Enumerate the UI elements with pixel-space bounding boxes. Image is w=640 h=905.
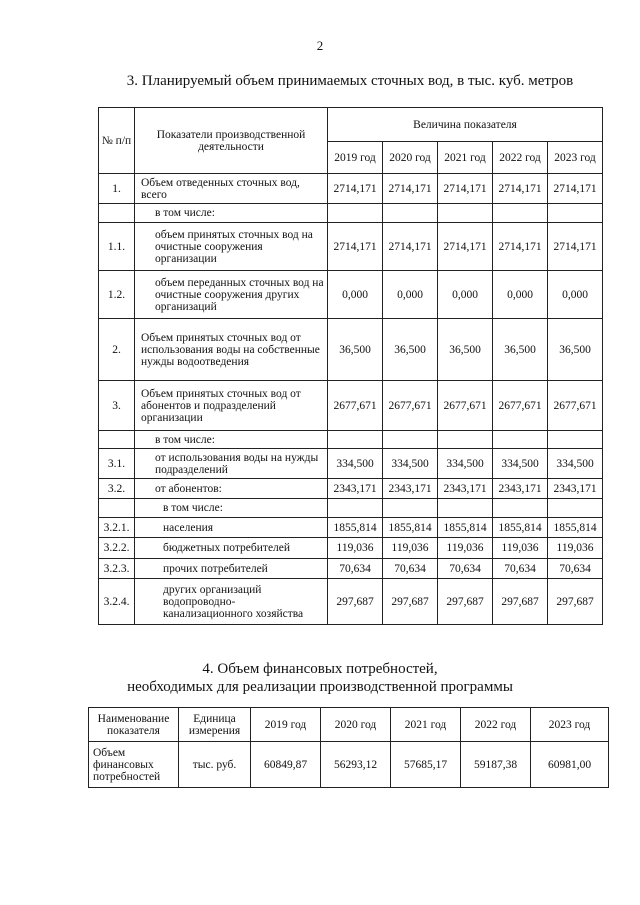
row-value: 60849,87	[251, 742, 321, 788]
row-value: 70,634	[383, 559, 438, 579]
header-year: 2022 год	[493, 142, 548, 174]
header-name: Наименование показателя	[89, 708, 179, 742]
row-number: 3.2.3.	[99, 559, 135, 579]
row-label: бюджетных потребителей	[135, 538, 328, 559]
header-year: 2021 год	[438, 142, 493, 174]
row-value	[493, 499, 548, 518]
row-number	[99, 499, 135, 518]
row-value: 57685,17	[391, 742, 461, 788]
row-value: 2714,171	[438, 223, 493, 271]
row-number	[99, 204, 135, 223]
row-value: 297,687	[548, 579, 603, 625]
row-value	[548, 431, 603, 449]
header-year: 2019 год	[251, 708, 321, 742]
row-value	[438, 499, 493, 518]
row-value: 2677,671	[328, 381, 383, 431]
table-row	[99, 559, 603, 579]
row-value	[438, 431, 493, 449]
row-value: 70,634	[328, 559, 383, 579]
row-value	[383, 204, 438, 223]
row-value: 2714,171	[383, 223, 438, 271]
row-value: 1855,814	[383, 518, 438, 538]
row-value: 0,000	[548, 271, 603, 319]
row-label: объем принятых сточных вод на очистные сооружения организации	[135, 223, 328, 271]
row-value	[548, 499, 603, 518]
row-label: Объем принятых сточных вод от использования воды на собственные нужды водоотведения	[135, 319, 328, 381]
table-row	[99, 271, 603, 319]
header-year: 2022 год	[461, 708, 531, 742]
row-number: 2.	[99, 319, 135, 381]
row-value: 119,036	[438, 538, 493, 559]
row-value: 36,500	[493, 319, 548, 381]
row-value: 297,687	[328, 579, 383, 625]
row-value: 1855,814	[438, 518, 493, 538]
table-row	[99, 223, 603, 271]
table-row	[99, 479, 603, 499]
table-row	[99, 518, 603, 538]
row-value: 0,000	[383, 271, 438, 319]
row-value: 1855,814	[328, 518, 383, 538]
row-number: 3.2.2.	[99, 538, 135, 559]
header-year: 2019 год	[328, 142, 383, 174]
row-number: 1.2.	[99, 271, 135, 319]
row-value: 297,687	[383, 579, 438, 625]
row-value: 334,500	[493, 449, 548, 479]
row-value	[548, 204, 603, 223]
row-value	[383, 499, 438, 518]
row-value: 36,500	[438, 319, 493, 381]
row-label: от использования воды на нужды подразделений	[135, 449, 328, 479]
row-value: 1855,814	[548, 518, 603, 538]
row-value: 70,634	[493, 559, 548, 579]
row-value: 2343,171	[438, 479, 493, 499]
page-number: 2	[316, 38, 324, 53]
header-year: 2023 год	[548, 142, 603, 174]
row-value: 2343,171	[493, 479, 548, 499]
row-value: 70,634	[548, 559, 603, 579]
row-value: 2677,671	[493, 381, 548, 431]
table-row	[99, 538, 603, 559]
row-value: 334,500	[383, 449, 438, 479]
row-label: объем переданных сточных вод на очистные сооружения других организаций	[135, 271, 328, 319]
row-value: 297,687	[493, 579, 548, 625]
row-number	[99, 431, 135, 449]
row-value: 0,000	[328, 271, 383, 319]
row-label: других организаций водопроводно-канализационного хозяйства	[135, 579, 328, 625]
row-value: 2677,671	[548, 381, 603, 431]
row-number: 3.2.1.	[99, 518, 135, 538]
row-value: 2714,171	[328, 223, 383, 271]
row-value: 334,500	[548, 449, 603, 479]
row-value: 36,500	[328, 319, 383, 381]
row-value: 119,036	[383, 538, 438, 559]
row-value	[438, 204, 493, 223]
row-number: 1.	[99, 174, 135, 204]
table-row	[99, 431, 603, 449]
row-label: Объем отведенных сточных вод, всего	[135, 174, 328, 204]
row-value: 0,000	[493, 271, 548, 319]
header-year: 2023 год	[531, 708, 609, 742]
wastewater-volume-table	[98, 107, 603, 625]
row-value: 2677,671	[383, 381, 438, 431]
row-number: 1.1.	[99, 223, 135, 271]
row-value: 119,036	[328, 538, 383, 559]
header-number: № п/п	[99, 108, 135, 174]
header-year: 2021 год	[391, 708, 461, 742]
table-row	[89, 742, 609, 788]
row-value: 2714,171	[493, 174, 548, 204]
header-indicator: Показатели производственной деятельности	[135, 108, 328, 174]
header-value-group: Величина показателя	[328, 108, 603, 142]
table-row	[99, 499, 603, 518]
row-label: от абонентов:	[135, 479, 328, 499]
row-number: 3.1.	[99, 449, 135, 479]
row-value	[493, 204, 548, 223]
header-unit: Единица измерения	[179, 708, 251, 742]
row-value: 297,687	[438, 579, 493, 625]
row-value: 70,634	[438, 559, 493, 579]
row-value: 119,036	[493, 538, 548, 559]
row-value: 2343,171	[383, 479, 438, 499]
section-4-title	[0, 660, 640, 696]
row-value: 2714,171	[493, 223, 548, 271]
row-label: в том числе:	[135, 204, 328, 223]
section-4-title-line1: 4. Объем финансовых потребностей,	[202, 661, 438, 677]
section-3-title: 3. Планируемый объем принимаемых сточных вод, в тыс. куб. метров	[126, 73, 574, 89]
row-label: прочих потребителей	[135, 559, 328, 579]
row-label: в том числе:	[135, 431, 328, 449]
row-value: 2714,171	[548, 223, 603, 271]
row-value: 1855,814	[493, 518, 548, 538]
row-value: 0,000	[438, 271, 493, 319]
row-value: 36,500	[383, 319, 438, 381]
row-value	[328, 499, 383, 518]
row-value: 2714,171	[438, 174, 493, 204]
row-value: 119,036	[548, 538, 603, 559]
row-name: Объем финансовых потребностей	[89, 742, 179, 788]
header-year: 2020 год	[383, 142, 438, 174]
row-number: 3.2.	[99, 479, 135, 499]
row-value: 2343,171	[548, 479, 603, 499]
table-row	[99, 204, 603, 223]
row-label: населения	[135, 518, 328, 538]
row-value: 59187,38	[461, 742, 531, 788]
table-row	[99, 319, 603, 381]
row-value: 60981,00	[531, 742, 609, 788]
row-label: Объем принятых сточных вод от абонентов и подразделений организации	[135, 381, 328, 431]
table-row	[99, 579, 603, 625]
row-value	[328, 431, 383, 449]
financial-needs-table	[88, 707, 609, 788]
section-4-title-line2: необходимых для реализации производственной программы	[127, 679, 513, 695]
row-label: в том числе:	[135, 499, 328, 518]
row-number: 3.2.4.	[99, 579, 135, 625]
header-year: 2020 год	[321, 708, 391, 742]
row-value: 56293,12	[321, 742, 391, 788]
row-unit: тыс. руб.	[179, 742, 251, 788]
row-value: 2714,171	[548, 174, 603, 204]
row-value: 2677,671	[438, 381, 493, 431]
row-value: 334,500	[438, 449, 493, 479]
row-value	[383, 431, 438, 449]
table-row	[99, 381, 603, 431]
table-row	[99, 449, 603, 479]
row-value	[328, 204, 383, 223]
row-value: 2714,171	[328, 174, 383, 204]
row-value	[493, 431, 548, 449]
row-number: 3.	[99, 381, 135, 431]
row-value: 334,500	[328, 449, 383, 479]
table-row	[99, 174, 603, 204]
row-value: 36,500	[548, 319, 603, 381]
row-value: 2343,171	[328, 479, 383, 499]
row-value: 2714,171	[383, 174, 438, 204]
